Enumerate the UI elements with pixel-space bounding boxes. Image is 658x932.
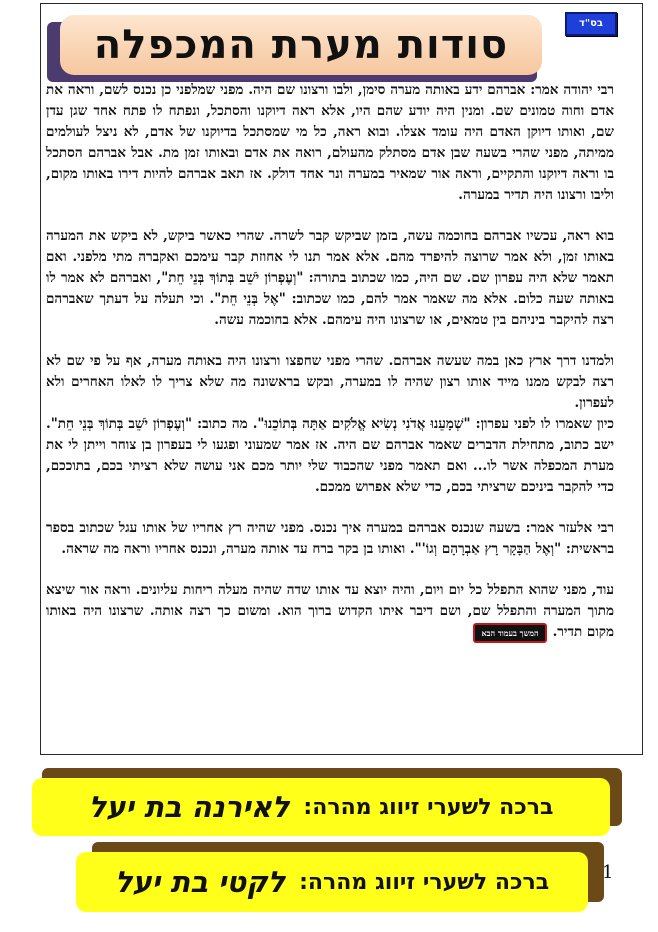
paragraph: כיון שאמרו לו לפני עפרון: "שְׁמָעֵנוּ אֲדֹנִי נְשִׂיא אֱלֹקִים אַתָּה בְּתוֹכֵנוּ". מה כתוב: "וְעֶפְרוֹן יֹשֵׁב בְּתוֹךְ בְּנֵי חֵת". ישב כתוב, מתחילת הדברים שאמר אברהם שם היה. אז אמר שמעוני ופגעו לי בעפרון בן צוחר וייתן לי את מערת המכפלה אשר לו... ואם תאמר מפני שהכבוד שלי יותר מכם אני עושה שלא רציתי בכם, בתוככם, כדי להקבר ביניכם שרציתי בכם, כדי שלא אפרוש ממכם.	[46, 416, 614, 495]
paragraph: רבי אלעזר אמר: בשעה שנכנס אברהם במערה איך נכנס. מפני שהיה רץ אחריו של אותו עגל שכתוב בספר בראשית: "וְאֶל הַבָּקָר רָץ אַבְרָהָם וְגוֹ'". ואותו בן בקר ברח עד אותה מערה, ונכנס אחריו וראה מה שראה.	[46, 520, 614, 557]
banner-name: לאירנה בת יעל	[88, 790, 290, 824]
page-number: 1	[602, 862, 614, 883]
banner-name: לקטי בת יעל	[114, 865, 286, 899]
continue-badge: המשך בעמוד הבא	[473, 623, 546, 643]
title-box	[60, 15, 542, 75]
page-title: סודות מערת המכפלה	[93, 22, 509, 68]
blessing-banner-1	[32, 778, 610, 836]
paragraph: ולמדנו דרך ארץ כאן במה שעשה אברהם. שהרי מפני שחפצו ורצונו היה באותה מערה, אף על פי שם לא רצה לבקש ממנו מייד אותו רצון שהיה לו במערה, ובקש בראשונה מה שלא צריך לו לאלו האחרים ולא לעפרון.	[46, 353, 614, 411]
paragraph: רבי יהודה אמר: אברהם ידע באותה מערה סימן, ולבו ורצונו שם היה. מפני שמלפני כן נכנס לשם, וראה את אדם וחוה טמונים שם. ומנין היה יודע שהם היו, אלא ראה דיוקנו והסתכל, ונפתח לו פתח אחד שגן עדן שם, ואותו דיוקן האדם היה עומד אצלו. ובוא ראה, כל מי שמסתכל בדיוקנו של אדם, לא ניצל לעולמים ממיתה, מפני שהרי בשעה שבן אדם מסתלק מהעולם, רואה את אדם ובאותו זמן מת. אבל אברהם הסתכל בו וראה דיוקנו והתקיים, וראה אור שמאיר במערה ונר אחד דולק. אז תאב אברהם להיות דירו באותו מקום, וליבו ורצונו היה תדיר במערה.	[46, 82, 614, 203]
paragraph-last	[46, 580, 614, 643]
paragraph: בוא ראה, עכשיו אברהם בחוכמה עשה, בזמן שביקש קבר לשרה. שהרי כאשר ביקש, לא ביקש את המערה באותו זמן, ולא אמר שרוצה להיפרד מהם. אלא אמר תנו לי אחוזת קבר עימכם ואקברה מתי מלפני. ואם תאמר שלא היה עפרון שם. שם היה, כמו שכתוב בתורה: "וְעֶפְרוֹן יֹשֵׁב בְּתוֹךְ בְּנֵי חֵת", ואברהם לא אמר לו באותה שעה כלום. אלא מה שאמר אמר להם, כמו שכתוב: "אֶל בְּנֵי חֵת". וכי תעלה על דעתך שאברהם רצה להיקבר ביניהם בין טמאים, או שרצונו היה עימהם. אלא בחוכמה עשה.	[46, 228, 614, 328]
blessing-banner-2	[76, 852, 588, 912]
banner-prefix: ברכה לשערי זיווג מהרה:	[303, 794, 554, 820]
bsd-badge: בס"ד	[565, 12, 617, 36]
article-body	[46, 80, 614, 643]
banner-prefix: ברכה לשערי זיווג מהרה:	[299, 869, 550, 895]
paragraph-text: עוד, מפני שהוא התפלל כל יום ויום, והיה יוצא עד אותו שדה שהיה מעלה ריחות עליונים. וראה אור שיצא מתוך המערה והתפלל שם, ושם דיבר איתו הקדוש ברוך הוא. ומשום כך רצה אותה. שרצונו היה באותו מקום תדיר.	[46, 582, 614, 640]
